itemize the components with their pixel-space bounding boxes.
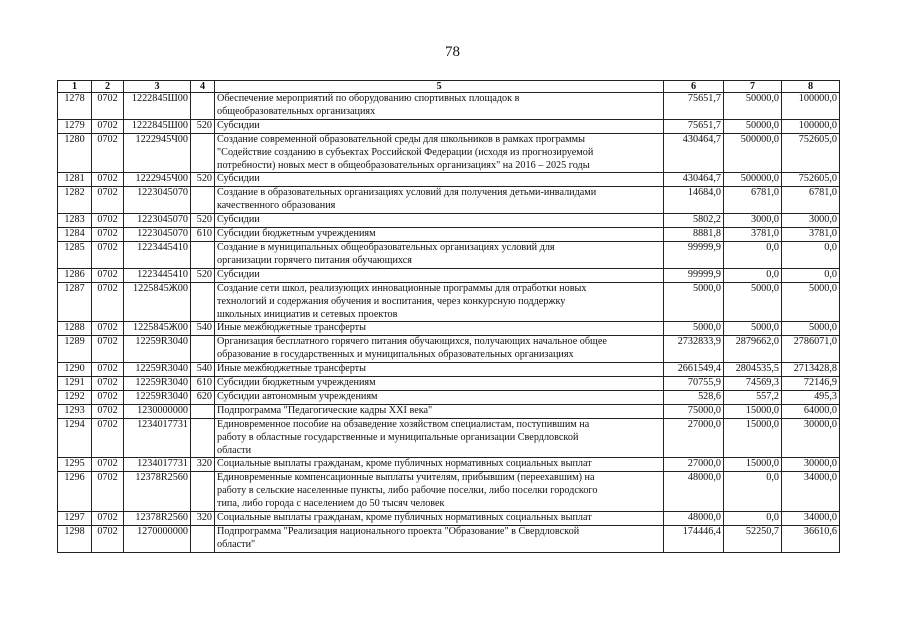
amount-year-3: 30000,0 <box>782 458 840 472</box>
item-name: Субсидии <box>215 268 664 282</box>
row-number: 1281 <box>58 173 92 187</box>
table-row <box>58 404 840 418</box>
amount-year-3: 3000,0 <box>782 214 840 228</box>
row-number: 1278 <box>58 93 92 120</box>
table-row <box>58 526 840 553</box>
amount-year-3: 64000,0 <box>782 404 840 418</box>
amount-year-1: 2661549,4 <box>664 363 724 377</box>
expense-type-code <box>191 472 215 512</box>
target-code: 1225845Ж00 <box>124 282 191 322</box>
table-row <box>58 336 840 363</box>
column-header: 8 <box>782 81 840 93</box>
expense-type-code: 520 <box>191 119 215 133</box>
row-number: 1286 <box>58 268 92 282</box>
section-code: 0702 <box>92 404 124 418</box>
target-code: 12378R2560 <box>124 512 191 526</box>
target-code: 1223445410 <box>124 268 191 282</box>
row-number: 1297 <box>58 512 92 526</box>
amount-year-3: 100000,0 <box>782 93 840 120</box>
amount-year-3: 752605,0 <box>782 133 840 173</box>
table-row <box>58 228 840 242</box>
table-row <box>58 93 840 120</box>
item-name: Субсидии автономным учреждениям <box>215 390 664 404</box>
section-code: 0702 <box>92 268 124 282</box>
page-number: 78 <box>445 44 460 60</box>
amount-year-2: 74569,3 <box>724 377 782 391</box>
amount-year-3: 752605,0 <box>782 173 840 187</box>
expense-type-code <box>191 404 215 418</box>
target-code: 1223045070 <box>124 214 191 228</box>
column-header: 6 <box>664 81 724 93</box>
table-row <box>58 363 840 377</box>
section-code: 0702 <box>92 526 124 553</box>
section-code: 0702 <box>92 363 124 377</box>
target-code: 1223045070 <box>124 187 191 214</box>
column-header: 5 <box>215 81 664 93</box>
section-code: 0702 <box>92 214 124 228</box>
table-row <box>58 322 840 336</box>
target-code: 1225845Ж00 <box>124 322 191 336</box>
item-name: Социальные выплаты гражданам, кроме публичных нормативных социальных выплат <box>215 512 664 526</box>
row-number: 1293 <box>58 404 92 418</box>
target-code: 1223445410 <box>124 241 191 268</box>
item-name: Создание в образовательных организациях условий для получения детьми-инвалидами качественного образования <box>215 187 664 214</box>
amount-year-1: 75651,7 <box>664 119 724 133</box>
section-code: 0702 <box>92 418 124 458</box>
table-row <box>58 377 840 391</box>
section-code: 0702 <box>92 336 124 363</box>
amount-year-2: 52250,7 <box>724 526 782 553</box>
column-header: 3 <box>124 81 191 93</box>
amount-year-2: 2804535,5 <box>724 363 782 377</box>
amount-year-1: 70755,9 <box>664 377 724 391</box>
expense-type-code: 610 <box>191 377 215 391</box>
item-name: Субсидии бюджетным учреждениям <box>215 228 664 242</box>
item-name: Единовременные компенсационные выплаты учителям, прибывшим (переехавшим) на работу в сельские населенные пункты, либо рабочие поселки, либо поселки городского типа, либо города с населением до 50 тысяч человек <box>215 472 664 512</box>
table-row <box>58 173 840 187</box>
expense-type-code: 540 <box>191 363 215 377</box>
amount-year-2: 5000,0 <box>724 322 782 336</box>
target-code: 1234017731 <box>124 458 191 472</box>
target-code: 12259R3040 <box>124 363 191 377</box>
section-code: 0702 <box>92 228 124 242</box>
amount-year-2: 500000,0 <box>724 173 782 187</box>
target-code: 12259R3040 <box>124 390 191 404</box>
expense-type-code <box>191 282 215 322</box>
item-name: Субсидии <box>215 214 664 228</box>
table-row <box>58 119 840 133</box>
amount-year-1: 5000,0 <box>664 322 724 336</box>
section-code: 0702 <box>92 93 124 120</box>
amount-year-2: 50000,0 <box>724 93 782 120</box>
target-code: 1222845Ш00 <box>124 93 191 120</box>
amount-year-2: 0,0 <box>724 241 782 268</box>
expense-type-code: 520 <box>191 173 215 187</box>
row-number: 1279 <box>58 119 92 133</box>
amount-year-2: 50000,0 <box>724 119 782 133</box>
expense-type-code: 610 <box>191 228 215 242</box>
expense-type-code: 520 <box>191 214 215 228</box>
amount-year-3: 34000,0 <box>782 512 840 526</box>
amount-year-1: 8881,8 <box>664 228 724 242</box>
target-code: 12259R3040 <box>124 336 191 363</box>
column-header: 2 <box>92 81 124 93</box>
amount-year-3: 34000,0 <box>782 472 840 512</box>
row-number: 1289 <box>58 336 92 363</box>
amount-year-2: 15000,0 <box>724 404 782 418</box>
row-number: 1291 <box>58 377 92 391</box>
amount-year-3: 495,3 <box>782 390 840 404</box>
amount-year-3: 2713428,8 <box>782 363 840 377</box>
amount-year-3: 36610,6 <box>782 526 840 553</box>
section-code: 0702 <box>92 377 124 391</box>
item-name: Субсидии <box>215 173 664 187</box>
table-row <box>58 282 840 322</box>
target-code: 12259R3040 <box>124 377 191 391</box>
expense-type-code <box>191 336 215 363</box>
amount-year-1: 99999,9 <box>664 268 724 282</box>
expense-type-code <box>191 526 215 553</box>
row-number: 1284 <box>58 228 92 242</box>
expense-type-code: 540 <box>191 322 215 336</box>
row-number: 1292 <box>58 390 92 404</box>
row-number: 1285 <box>58 241 92 268</box>
row-number: 1298 <box>58 526 92 553</box>
target-code: 1222845Ш00 <box>124 119 191 133</box>
amount-year-1: 27000,0 <box>664 458 724 472</box>
row-number: 1282 <box>58 187 92 214</box>
section-code: 0702 <box>92 390 124 404</box>
column-header: 1 <box>58 81 92 93</box>
amount-year-3: 3781,0 <box>782 228 840 242</box>
table-row <box>58 512 840 526</box>
item-name: Единовременное пособие на обзаведение хозяйством специалистам, поступившим на работу в областные государственные и муниципальные организации Свердловской области <box>215 418 664 458</box>
amount-year-3: 0,0 <box>782 268 840 282</box>
amount-year-2: 3000,0 <box>724 214 782 228</box>
table-row <box>58 214 840 228</box>
amount-year-2: 500000,0 <box>724 133 782 173</box>
expense-type-code <box>191 93 215 120</box>
column-header: 4 <box>191 81 215 93</box>
amount-year-2: 0,0 <box>724 472 782 512</box>
item-name: Создание современной образовательной среды для школьников в рамках программы "Содействие созданию в субъектах Российской Федерации (исходя из прогнозируемой потребности) новых мест в общеобразовательных организациях" на 2016 – 2025 годы <box>215 133 664 173</box>
section-code: 0702 <box>92 119 124 133</box>
amount-year-1: 5802,2 <box>664 214 724 228</box>
item-name: Обеспечение мероприятий по оборудованию спортивных площадок в общеобразовательных организациях <box>215 93 664 120</box>
table-row <box>58 187 840 214</box>
table-row <box>58 472 840 512</box>
item-name: Субсидии бюджетным учреждениям <box>215 377 664 391</box>
item-name: Иные межбюджетные трансферты <box>215 322 664 336</box>
target-code: 12378R2560 <box>124 472 191 512</box>
target-code: 1230000000 <box>124 404 191 418</box>
amount-year-1: 174446,4 <box>664 526 724 553</box>
section-code: 0702 <box>92 241 124 268</box>
table-row <box>58 390 840 404</box>
amount-year-2: 6781,0 <box>724 187 782 214</box>
header-row <box>58 81 840 93</box>
amount-year-2: 5000,0 <box>724 282 782 322</box>
target-code: 1234017731 <box>124 418 191 458</box>
expense-type-code <box>191 241 215 268</box>
amount-year-3: 6781,0 <box>782 187 840 214</box>
amount-year-2: 15000,0 <box>724 418 782 458</box>
item-name: Субсидии <box>215 119 664 133</box>
row-number: 1288 <box>58 322 92 336</box>
item-name: Подпрограмма "Педагогические кадры XXI века" <box>215 404 664 418</box>
section-code: 0702 <box>92 282 124 322</box>
row-number: 1280 <box>58 133 92 173</box>
row-number: 1294 <box>58 418 92 458</box>
amount-year-3: 30000,0 <box>782 418 840 458</box>
table-row <box>58 133 840 173</box>
target-code: 1223045070 <box>124 228 191 242</box>
item-name: Создание в муниципальных общеобразовательных организациях условий для организации горячего питания обучающихся <box>215 241 664 268</box>
amount-year-2: 0,0 <box>724 512 782 526</box>
amount-year-1: 5000,0 <box>664 282 724 322</box>
row-number: 1287 <box>58 282 92 322</box>
section-code: 0702 <box>92 187 124 214</box>
amount-year-3: 100000,0 <box>782 119 840 133</box>
amount-year-1: 48000,0 <box>664 512 724 526</box>
amount-year-1: 48000,0 <box>664 472 724 512</box>
amount-year-1: 27000,0 <box>664 418 724 458</box>
amount-year-1: 2732833,9 <box>664 336 724 363</box>
target-code: 1222945Ч00 <box>124 173 191 187</box>
amount-year-1: 430464,7 <box>664 173 724 187</box>
amount-year-2: 0,0 <box>724 268 782 282</box>
amount-year-2: 2879662,0 <box>724 336 782 363</box>
amount-year-2: 3781,0 <box>724 228 782 242</box>
amount-year-2: 557,2 <box>724 390 782 404</box>
expense-type-code <box>191 418 215 458</box>
item-name: Подпрограмма "Реализация национального проекта "Образование" в Свердловской области" <box>215 526 664 553</box>
item-name: Иные межбюджетные трансферты <box>215 363 664 377</box>
expense-type-code <box>191 133 215 173</box>
table-row <box>58 458 840 472</box>
table-row <box>58 268 840 282</box>
section-code: 0702 <box>92 322 124 336</box>
amount-year-1: 528,6 <box>664 390 724 404</box>
section-code: 0702 <box>92 133 124 173</box>
budget-table <box>57 80 840 553</box>
amount-year-3: 2786071,0 <box>782 336 840 363</box>
table-row <box>58 241 840 268</box>
amount-year-3: 5000,0 <box>782 322 840 336</box>
expense-type-code: 620 <box>191 390 215 404</box>
amount-year-1: 14684,0 <box>664 187 724 214</box>
section-code: 0702 <box>92 472 124 512</box>
expense-type-code: 520 <box>191 268 215 282</box>
section-code: 0702 <box>92 458 124 472</box>
column-header: 7 <box>724 81 782 93</box>
amount-year-3: 0,0 <box>782 241 840 268</box>
row-number: 1295 <box>58 458 92 472</box>
section-code: 0702 <box>92 512 124 526</box>
amount-year-1: 99999,9 <box>664 241 724 268</box>
table-row <box>58 418 840 458</box>
amount-year-1: 75651,7 <box>664 93 724 120</box>
item-name: Организация бесплатного горячего питания обучающихся, получающих начальное общее образование в государственных и муниципальных образовательных организациях <box>215 336 664 363</box>
row-number: 1296 <box>58 472 92 512</box>
target-code: 1222945Ч00 <box>124 133 191 173</box>
expense-type-code <box>191 187 215 214</box>
row-number: 1283 <box>58 214 92 228</box>
amount-year-3: 5000,0 <box>782 282 840 322</box>
amount-year-2: 15000,0 <box>724 458 782 472</box>
expense-type-code: 320 <box>191 458 215 472</box>
row-number: 1290 <box>58 363 92 377</box>
item-name: Создание сети школ, реализующих инновационные программы для отработки новых технологий и содержания обучения и воспитания, через конкурсную поддержку школьных инициатив и сетевых проектов <box>215 282 664 322</box>
amount-year-1: 430464,7 <box>664 133 724 173</box>
target-code: 1270000000 <box>124 526 191 553</box>
amount-year-3: 72146,9 <box>782 377 840 391</box>
item-name: Социальные выплаты гражданам, кроме публичных нормативных социальных выплат <box>215 458 664 472</box>
section-code: 0702 <box>92 173 124 187</box>
expense-type-code: 320 <box>191 512 215 526</box>
amount-year-1: 75000,0 <box>664 404 724 418</box>
